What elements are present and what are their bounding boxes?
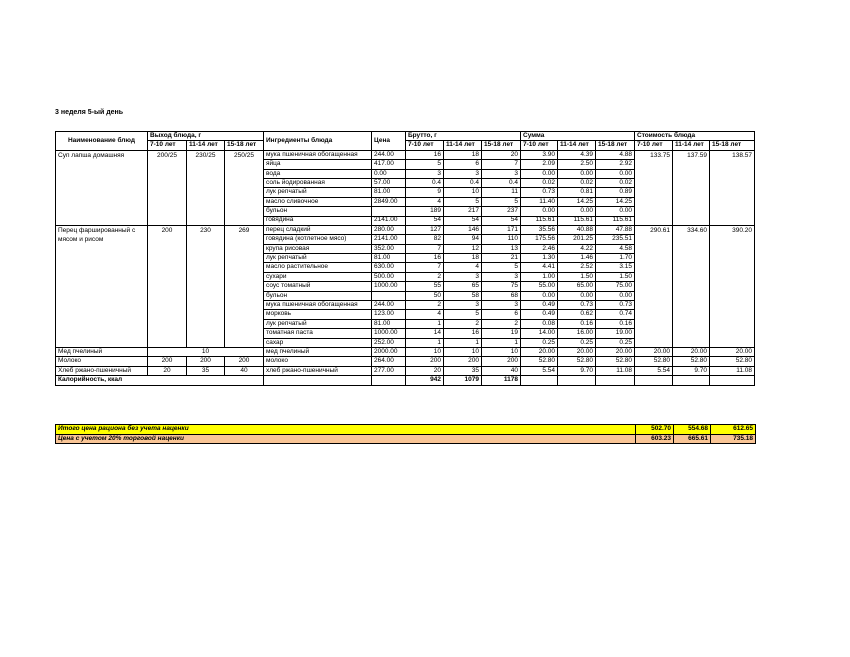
ingredient-name: молоко — [264, 357, 372, 366]
brutto-value: 5 — [482, 263, 521, 272]
sum-value: 14.00 — [521, 329, 558, 338]
brutto-value: 40 — [482, 366, 521, 375]
table-row — [56, 225, 755, 234]
sum-value: 0.25 — [521, 338, 558, 347]
table-row — [56, 347, 755, 356]
dish-name: Суп лапша домашняя — [56, 150, 148, 225]
brutto-value: 3 — [444, 169, 482, 178]
header-cost: Стоимость блюда — [635, 132, 755, 141]
brutto-value: 127 — [406, 225, 444, 234]
total-with-markup-value: 603.23 — [636, 434, 674, 444]
calories-spacer — [264, 376, 372, 385]
brutto-value: 0.4 — [406, 178, 444, 187]
ingredient-name: бульон — [264, 207, 372, 216]
ingredient-name: лук репчатый — [264, 319, 372, 328]
brutto-value: 7 — [406, 244, 444, 253]
dish-cost: 11.08 — [710, 366, 755, 375]
sum-value: 0.81 — [558, 188, 596, 197]
brutto-value: 200 — [482, 357, 521, 366]
brutto-value: 94 — [444, 235, 482, 244]
brutto-value: 6 — [482, 310, 521, 319]
dish-cost: 138.57 — [710, 150, 755, 225]
sum-value: 0.00 — [521, 207, 558, 216]
header-brutto: Брутто, г — [406, 132, 521, 141]
brutto-value: 2 — [406, 301, 444, 310]
sum-value: 20.00 — [558, 347, 596, 356]
brutto-value: 4 — [406, 197, 444, 206]
ingredient-price: 280.00 — [372, 225, 406, 234]
brutto-value: 3 — [482, 169, 521, 178]
ingredient-price: 252.00 — [372, 338, 406, 347]
sum-value: 115.61 — [558, 216, 596, 225]
sum-value: 0.89 — [596, 188, 635, 197]
brutto-value: 200 — [444, 357, 482, 366]
brutto-value: 3 — [482, 272, 521, 281]
brutto-value: 82 — [406, 235, 444, 244]
dish-cost: 20.00 — [673, 347, 710, 356]
ingredient-name: крупа рисовая — [264, 244, 372, 253]
brutto-value: 5 — [482, 197, 521, 206]
dish-output: 200/25 — [148, 150, 187, 225]
dish-output: 230/25 — [187, 150, 225, 225]
dish-name: Молоко — [56, 357, 148, 366]
brutto-value: 2 — [444, 319, 482, 328]
ingredient-price — [372, 207, 406, 216]
ingredient-price: 1000.00 — [372, 329, 406, 338]
ingredient-name: хлеб ржано-пшеничный — [264, 366, 372, 375]
sum-value: 5.54 — [521, 366, 558, 375]
brutto-value: 200 — [406, 357, 444, 366]
sum-value: 0.00 — [596, 169, 635, 178]
sum-value: 0.00 — [521, 291, 558, 300]
calories-spacer — [372, 376, 406, 385]
sum-value: 2.09 — [521, 160, 558, 169]
brutto-value: 110 — [482, 235, 521, 244]
ingredient-name: говядина — [264, 216, 372, 225]
ingredient-name: масло сливочное — [264, 197, 372, 206]
brutto-value: 146 — [444, 225, 482, 234]
brutto-value: 65 — [444, 282, 482, 291]
sum-value: 0.02 — [521, 178, 558, 187]
sum-value: 0.73 — [558, 301, 596, 310]
sum-value: 0.16 — [558, 319, 596, 328]
table-row — [56, 357, 755, 366]
sum-value: 55.00 — [521, 282, 558, 291]
dish-cost: 20.00 — [635, 347, 673, 356]
sum-value: 0.00 — [558, 207, 596, 216]
ingredient-name: сухари — [264, 272, 372, 281]
dish-cost: 133.75 — [635, 150, 673, 225]
sum-value: 65.00 — [558, 282, 596, 291]
dish-output: 269 — [225, 225, 264, 347]
sum-value: 0.49 — [521, 301, 558, 310]
brutto-value: 10 — [406, 347, 444, 356]
brutto-value: 54 — [444, 216, 482, 225]
dish-cost: 20.00 — [710, 347, 755, 356]
dish-cost: 52.80 — [635, 357, 673, 366]
brutto-value: 13 — [482, 244, 521, 253]
brutto-value: 2 — [406, 272, 444, 281]
brutto-value: 3 — [482, 301, 521, 310]
brutto-value: 20 — [482, 150, 521, 159]
calories-value: 942 — [406, 376, 444, 385]
dish-output: 35 — [187, 366, 225, 375]
sum-value: 0.73 — [521, 188, 558, 197]
dish-output: 200 — [148, 357, 187, 366]
header-age-sum: 11-14 лет — [558, 141, 596, 150]
header-row — [56, 132, 755, 141]
brutto-value: 7 — [406, 263, 444, 272]
brutto-value: 189 — [406, 207, 444, 216]
header-age-output: 7-10 лет — [148, 141, 187, 150]
brutto-value: 9 — [406, 188, 444, 197]
header-price: Цена — [372, 132, 406, 151]
header-age-sum: 15-18 лет — [596, 141, 635, 150]
total-with-markup-value: 665.61 — [674, 434, 711, 444]
ingredient-name: перец сладкий — [264, 225, 372, 234]
total-with-markup-label: Цена с учетом 20% торговой наценки — [56, 434, 636, 444]
sum-value: 235.51 — [596, 235, 635, 244]
header-age-brutto: 15-18 лет — [482, 141, 521, 150]
dish-output: 200 — [225, 357, 264, 366]
sum-value: 0.00 — [558, 169, 596, 178]
sum-value: 75.00 — [596, 282, 635, 291]
ingredient-price: 630.00 — [372, 263, 406, 272]
sum-value: 20.00 — [596, 347, 635, 356]
brutto-value: 217 — [444, 207, 482, 216]
dish-output: 10 — [148, 347, 264, 356]
ingredient-name: яйца — [264, 160, 372, 169]
sum-value: 14.25 — [558, 197, 596, 206]
total-no-markup-value: 502.70 — [636, 425, 674, 435]
brutto-value: 50 — [406, 291, 444, 300]
header-age-cost: 7-10 лет — [635, 141, 673, 150]
sum-value: 20.00 — [521, 347, 558, 356]
brutto-value: 1 — [406, 319, 444, 328]
header-age-output: 11-14 лет — [187, 141, 225, 150]
dish-output: 200 — [148, 225, 187, 347]
ingredient-price: 417.00 — [372, 160, 406, 169]
brutto-value: 18 — [444, 254, 482, 263]
dish-cost: 5.54 — [635, 366, 673, 375]
ingredient-price: 2000.00 — [372, 347, 406, 356]
ingredient-price: 244.00 — [372, 150, 406, 159]
brutto-value: 16 — [444, 329, 482, 338]
brutto-value: 12 — [444, 244, 482, 253]
sum-value: 2.52 — [558, 263, 596, 272]
calories-spacer — [558, 376, 596, 385]
sum-value: 9.70 — [558, 366, 596, 375]
sum-value: 52.80 — [558, 357, 596, 366]
ingredient-price: 2141.00 — [372, 216, 406, 225]
brutto-value: 237 — [482, 207, 521, 216]
dish-name: Хлеб ржано-пшеничный — [56, 366, 148, 375]
sum-value: 0.08 — [521, 319, 558, 328]
sum-value: 4.39 — [558, 150, 596, 159]
brutto-value: 54 — [482, 216, 521, 225]
ingredient-name: томатная паста — [264, 329, 372, 338]
ingredient-name: мед пчелиный — [264, 347, 372, 356]
ingredient-price: 244.00 — [372, 301, 406, 310]
header-age-cost: 11-14 лет — [673, 141, 710, 150]
ingredient-price: 0.00 — [372, 169, 406, 178]
brutto-value: 6 — [444, 160, 482, 169]
sum-value: 201.25 — [558, 235, 596, 244]
calories-spacer — [521, 376, 558, 385]
sum-value: 0.00 — [558, 291, 596, 300]
ingredient-name: соус томатный — [264, 282, 372, 291]
total-with-markup-row — [56, 434, 756, 444]
sum-value: 0.49 — [521, 310, 558, 319]
ingredient-name: говядина (котлетное мясо) — [264, 235, 372, 244]
brutto-value: 68 — [482, 291, 521, 300]
brutto-value: 10 — [444, 347, 482, 356]
brutto-value: 10 — [482, 347, 521, 356]
total-no-markup-row — [56, 425, 756, 435]
header-dish-name: Наименование блюд — [56, 132, 148, 151]
header-age-row — [56, 141, 755, 150]
ingredient-name: сахар — [264, 338, 372, 347]
dish-cost: 52.80 — [710, 357, 755, 366]
sum-value: 1.00 — [521, 272, 558, 281]
sum-value: 1.30 — [521, 254, 558, 263]
brutto-value: 1 — [406, 338, 444, 347]
brutto-value: 54 — [406, 216, 444, 225]
dish-name: Мед пчелиный — [56, 347, 148, 356]
ingredient-price: 264.00 — [372, 357, 406, 366]
sum-value: 1.50 — [558, 272, 596, 281]
brutto-value: 58 — [444, 291, 482, 300]
ingredient-price: 277.00 — [372, 366, 406, 375]
ingredient-price: 81.00 — [372, 254, 406, 263]
calories-spacer — [673, 376, 710, 385]
brutto-value: 0.4 — [482, 178, 521, 187]
ingredient-price: 500.00 — [372, 272, 406, 281]
brutto-value: 18 — [444, 150, 482, 159]
ingredient-name: мука пшеничная обогащенная — [264, 301, 372, 310]
dish-output: 20 — [148, 366, 187, 375]
sum-value: 2.92 — [596, 160, 635, 169]
ingredient-price: 1000.00 — [372, 282, 406, 291]
sum-value: 175.56 — [521, 235, 558, 244]
sum-value: 19.00 — [596, 329, 635, 338]
header-age-output: 15-18 лет — [225, 141, 264, 150]
page-title: 3 неделя 5-ый день — [55, 109, 124, 116]
sum-value: 0.25 — [558, 338, 596, 347]
sum-value: 3.90 — [521, 150, 558, 159]
sum-value: 2.50 — [558, 160, 596, 169]
brutto-value: 1 — [482, 338, 521, 347]
sum-value: 0.02 — [558, 178, 596, 187]
sum-value: 4.88 — [596, 150, 635, 159]
calories-spacer — [596, 376, 635, 385]
brutto-value: 4 — [444, 263, 482, 272]
calories-row — [56, 376, 755, 385]
ingredient-price: 2141.00 — [372, 235, 406, 244]
sum-value: 3.15 — [596, 263, 635, 272]
sum-value: 0.25 — [596, 338, 635, 347]
brutto-value: 5 — [444, 310, 482, 319]
sum-value: 0.02 — [596, 178, 635, 187]
total-no-markup-value: 612.65 — [711, 425, 756, 435]
totals-table — [55, 424, 756, 444]
brutto-value: 171 — [482, 225, 521, 234]
brutto-value: 0.4 — [444, 178, 482, 187]
table-row — [56, 366, 755, 375]
brutto-value: 3 — [406, 169, 444, 178]
brutto-value: 16 — [406, 254, 444, 263]
ingredient-price: 57.00 — [372, 178, 406, 187]
total-no-markup-label: Итого цена рациона без учета наценки — [56, 425, 636, 435]
menu-table — [55, 131, 755, 386]
sum-value: 115.61 — [521, 216, 558, 225]
calories-spacer — [635, 376, 673, 385]
dish-cost: 290.61 — [635, 225, 673, 347]
sum-value: 35.56 — [521, 225, 558, 234]
ingredient-name: масло растительное — [264, 263, 372, 272]
header-ingredients: Ингредиенты блюда — [264, 132, 372, 151]
dish-cost: 137.59 — [673, 150, 710, 225]
brutto-value: 19 — [482, 329, 521, 338]
header-sum: Сумма — [521, 132, 635, 141]
dish-name: Перец фаршированный с мясом и рисом — [56, 225, 148, 347]
header-age-brutto: 7-10 лет — [406, 141, 444, 150]
dish-cost: 9.70 — [673, 366, 710, 375]
brutto-value: 7 — [482, 160, 521, 169]
sum-value: 1.50 — [596, 272, 635, 281]
sum-value: 14.25 — [596, 197, 635, 206]
header-age-brutto: 11-14 лет — [444, 141, 482, 150]
brutto-value: 5 — [406, 160, 444, 169]
ingredient-name: мука пшеничная обогащенная — [264, 150, 372, 159]
brutto-value: 4 — [406, 310, 444, 319]
dish-output: 250/25 — [225, 150, 264, 225]
ingredient-name: лук репчатый — [264, 254, 372, 263]
header-output: Выход блюда, г — [148, 132, 264, 141]
brutto-value: 5 — [444, 197, 482, 206]
brutto-value: 21 — [482, 254, 521, 263]
sum-value: 0.16 — [596, 319, 635, 328]
dish-cost: 52.80 — [673, 357, 710, 366]
sum-value: 115.61 — [596, 216, 635, 225]
sum-value: 0.62 — [558, 310, 596, 319]
sum-value: 4.58 — [596, 244, 635, 253]
dish-cost: 334.60 — [673, 225, 710, 347]
dish-cost: 390.20 — [710, 225, 755, 347]
ingredient-price: 81.00 — [372, 319, 406, 328]
sum-value: 52.80 — [521, 357, 558, 366]
brutto-value: 75 — [482, 282, 521, 291]
dish-output: 230 — [187, 225, 225, 347]
sum-value: 0.73 — [596, 301, 635, 310]
calories-label: Калорийность, ккал — [56, 376, 264, 385]
calories-value: 1178 — [482, 376, 521, 385]
brutto-value: 14 — [406, 329, 444, 338]
brutto-value: 55 — [406, 282, 444, 291]
dish-output: 40 — [225, 366, 264, 375]
sum-value: 0.74 — [596, 310, 635, 319]
header-age-sum: 7-10 лет — [521, 141, 558, 150]
sum-value: 52.80 — [596, 357, 635, 366]
ingredient-price: 123.00 — [372, 310, 406, 319]
sum-value: 4.41 — [521, 263, 558, 272]
ingredient-name: соль йодированная — [264, 178, 372, 187]
sum-value: 1.70 — [596, 254, 635, 263]
sum-value: 0.00 — [521, 169, 558, 178]
ingredient-name: морковь — [264, 310, 372, 319]
brutto-value: 10 — [444, 188, 482, 197]
brutto-value: 1 — [444, 338, 482, 347]
sum-value: 1.46 — [558, 254, 596, 263]
ingredient-price: 81.00 — [372, 188, 406, 197]
brutto-value: 3 — [444, 301, 482, 310]
sum-value: 4.22 — [558, 244, 596, 253]
brutto-value: 16 — [406, 150, 444, 159]
calories-spacer — [710, 376, 755, 385]
ingredient-name: вода — [264, 169, 372, 178]
brutto-value: 35 — [444, 366, 482, 375]
sum-value: 16.00 — [558, 329, 596, 338]
sum-value: 40.88 — [558, 225, 596, 234]
total-with-markup-value: 735.18 — [711, 434, 756, 444]
sum-value: 2.46 — [521, 244, 558, 253]
sum-value: 0.00 — [596, 207, 635, 216]
brutto-value: 2 — [482, 319, 521, 328]
brutto-value: 20 — [406, 366, 444, 375]
ingredient-price — [372, 291, 406, 300]
header-age-cost: 15-18 лет — [710, 141, 755, 150]
brutto-value: 3 — [444, 272, 482, 281]
sum-value: 0.00 — [596, 291, 635, 300]
sum-value: 11.40 — [521, 197, 558, 206]
ingredient-name: лук репчатый — [264, 188, 372, 197]
dish-output: 200 — [187, 357, 225, 366]
ingredient-price: 2849.00 — [372, 197, 406, 206]
sum-value: 47.88 — [596, 225, 635, 234]
ingredient-name: бульон — [264, 291, 372, 300]
table-row — [56, 150, 755, 159]
total-no-markup-value: 554.68 — [674, 425, 711, 435]
calories-value: 1079 — [444, 376, 482, 385]
brutto-value: 11 — [482, 188, 521, 197]
sum-value: 11.08 — [596, 366, 635, 375]
ingredient-price: 352.00 — [372, 244, 406, 253]
